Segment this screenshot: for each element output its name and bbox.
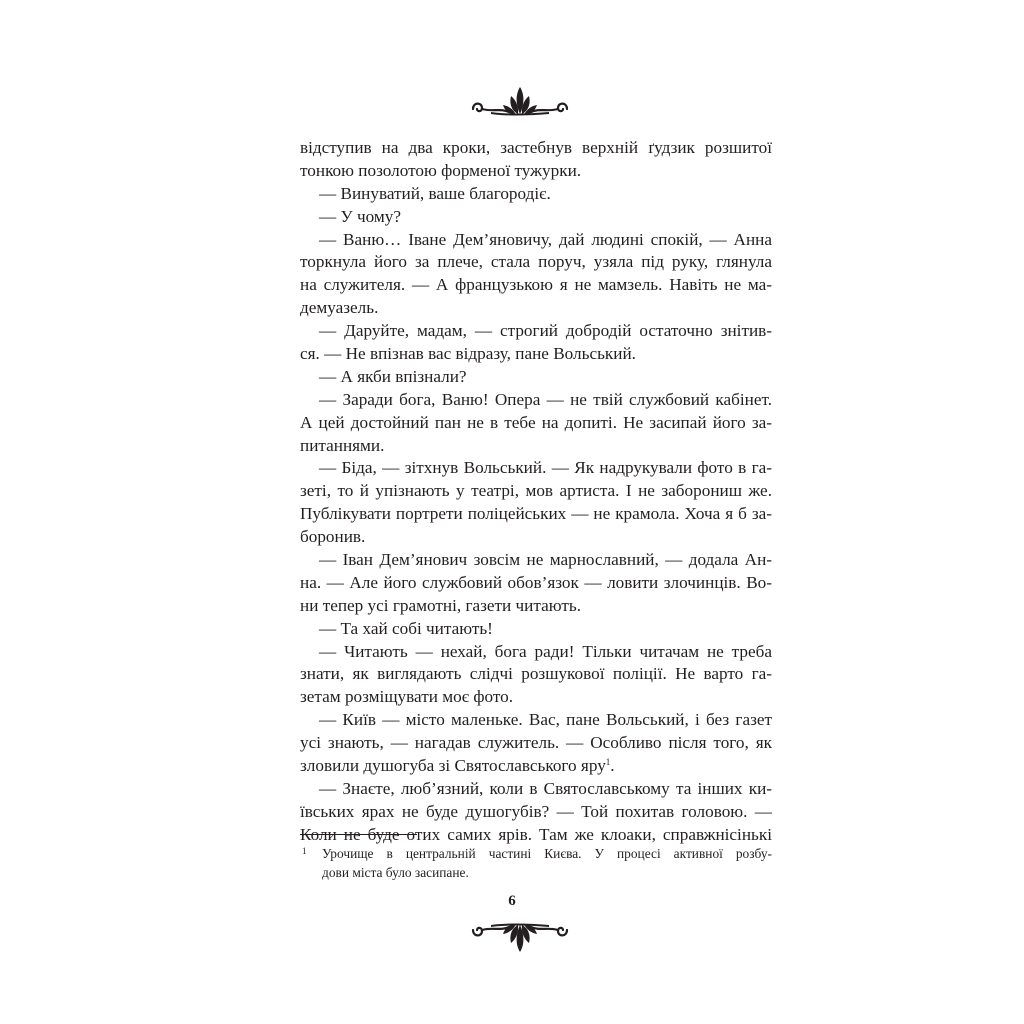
body-text	[300, 137, 772, 847]
bottom-ornament-icon	[467, 920, 573, 956]
text-line: ївських ярах не буде душогубів? — Той похитав головою. —	[300, 801, 772, 821]
text-line: Коли не буде отих самих ярів. Там же клоаки, справжнісінькі	[300, 824, 772, 844]
top-ornament-icon	[467, 83, 573, 119]
text-line: — Знаєте, люб’язний, коли в Святославському та інших ки-	[319, 778, 772, 798]
text-line: ни тепер усі грамотні, газети читають.	[300, 595, 581, 615]
text-line: Публікувати портрети поліцейських — не крамола. Хоча я б за-	[300, 504, 772, 524]
page-number-value: 6	[508, 893, 516, 909]
text-line-with-footnote	[300, 755, 772, 778]
text-line: — Та хай собі читають!	[319, 618, 493, 638]
text-line: — А якби впізнали?	[319, 366, 467, 386]
text-line: — Винуватий, ваше благородіє.	[319, 183, 551, 203]
text-line: тонкою позолотою форменої тужурки.	[300, 160, 582, 180]
text-line: знати, як виглядають слідчі розшукової поліції. Не варто га-	[300, 664, 772, 684]
text-line: — Заради бога, Ваню! Опера — не твій службовий кабінет.	[319, 389, 772, 409]
text-line: ся. — Не впізнав вас відразу, пане Вольський.	[300, 344, 636, 364]
text-line: демуазель.	[300, 298, 379, 318]
text-line: на служителя. — А французькою я не мамзель. Навіть не ма-	[300, 275, 772, 295]
text-line-content: зловили душогуба зі Святославського яру	[300, 756, 606, 776]
footnote-divider	[300, 834, 417, 835]
text-line: — Ваню… Іване Дем’яновичу, дай людині спокій, — Анна	[319, 229, 772, 249]
text-line: — Біда, — зітхнув Вольський. — Як надрукували фото в га-	[319, 458, 772, 478]
text-line: — Київ — місто маленьке. Вас, пане Вольський, і без газет	[319, 710, 772, 730]
footnote	[300, 844, 772, 882]
footnote-reference[interactable]: 1	[605, 757, 611, 768]
text-line: А цей достойний пан не в тебе на допиті. Не засипай його за-	[300, 412, 772, 432]
text-line: — Іван Дем’янович зовсім не марнославний, — додала Ан-	[319, 550, 772, 570]
text-line: усі знають, — нагадав служитель. — Особливо після того, як	[300, 733, 772, 753]
text-line: зетам розміщувати моє фото.	[300, 687, 514, 707]
text-line: — Даруйте, мадам, — строгий добродій остаточно знітив-	[319, 321, 772, 341]
footnote-line: Урочище в центральній частині Києва. У процесі активної розбу-	[322, 846, 772, 861]
footnote-marker: 1	[302, 846, 307, 856]
footnote-line: дови міста було засипане.	[322, 865, 469, 880]
text-line: боронив.	[300, 527, 366, 547]
text-line: — У чому?	[319, 206, 401, 226]
text-line-tail: .	[610, 756, 615, 776]
text-line: питаннями.	[300, 435, 385, 455]
text-line: — Читають — нехай, бога ради! Тільки читачам не треба	[319, 641, 772, 661]
text-line: зеті, то й упізнають у театрі, мов артиста. І не заборониш же.	[300, 481, 772, 501]
text-line: торкнула його за плече, стала поруч, узяла під руку, глянула	[300, 252, 772, 272]
text-line: відступив на два кроки, застебнув верхній ґудзик розшитої	[300, 138, 772, 157]
text-line: на. — Але його службовий обов’язок — ловити злочинців. Во-	[300, 572, 772, 592]
